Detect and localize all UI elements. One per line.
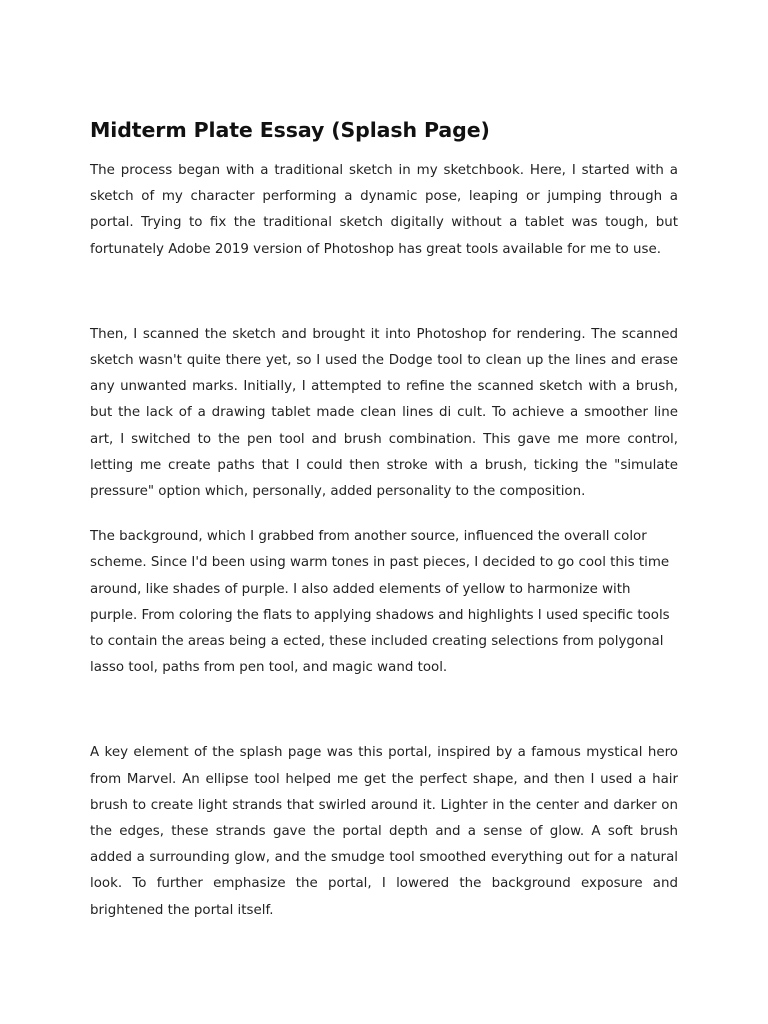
paragraph-portal: A key element of the splash page was this portal, inspired by a famous mystical hero from Marvel. An ellipse tool helped me get the perfect shape, and then I used a hair brush to create light strands that swirled around it. Lighter in the center and darker on the edges, these strands gave the portal depth and a sense of glow. A soft brush added a surrounding glow, and the smudge tool smoothed everything out for a natural look. To further emphasize the portal, I lowered the background exposure and brightened the portal itself. [90, 745, 678, 918]
document-page [90, 112, 678, 924]
paragraph-spacer [90, 505, 678, 524]
document-title: Midterm Plate Essay (Splash Page) [90, 118, 490, 142]
paragraph-spacer [90, 681, 678, 740]
paragraph-scanning: Then, I scanned the sketch and brought it into Photoshop for rendering. The scanned sketch wasn't quite there yet, so I used the Dodge tool to clean up the lines and erase any unwanted marks. Initially, I attempted to refine the scanned sketch with a brush, but the lack of a drawing tablet made clean lines di cult. To achieve a smoother line art, I switched to the pen tool and brush combination. This gave me more control, letting me create paths that I could then stroke with a brush, ticking the "simulate pressure" option which, personally, added personality to the composition. [90, 326, 678, 500]
paragraph-sketch: The process began with a traditional sketch in my sketchbook. Here, I started with a sketch of my character performing a dynamic pose, leaping or jumping through a portal. Trying to fix the traditional sketch digitally without a tablet was tough, but fortunately Adobe 2019 version of Photoshop has great tools available for me to use. [90, 163, 678, 257]
paragraph-spacer [90, 263, 678, 322]
paragraph-background: The background, which I grabbed from another source, influenced the overall color scheme. Since I'd been using warm tones in past pieces, I decided to go cool this time around, like shades of purple. I also added elements of yellow to harmonize with purple. From coloring the flats to applying shadows and highlights I used specific tools to contain the areas being a ected, these included creating selections from polygonal lasso tool, paths from pen tool, and magic wand tool. [90, 529, 670, 676]
